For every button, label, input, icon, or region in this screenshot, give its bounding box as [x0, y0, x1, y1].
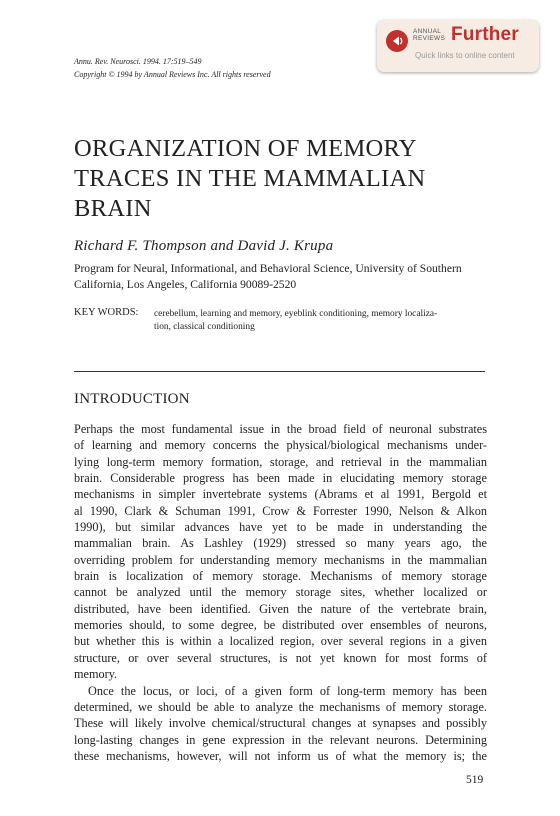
article-title: [74, 134, 494, 224]
annual-reviews-logo-icon: [386, 30, 408, 52]
section-divider: [74, 371, 485, 372]
body-line: structure, or over several structures, is not yet known for most forms of: [74, 650, 487, 665]
title-line: TRACES IN THE MAMMALIAN: [74, 165, 426, 192]
section-heading: INTRODUCTION: [74, 391, 190, 407]
body-line: overriding problem for understanding memory mechanisms in the mammalian: [74, 552, 487, 567]
page-number: 519: [466, 774, 484, 786]
body-line: long-lasting changes in gene expression in the relevant neurons. Determining: [74, 732, 487, 747]
body-line: these mechanisms, however, will not inform us of what the memory is; the: [74, 748, 487, 763]
author-affiliation: [74, 261, 462, 292]
body-line: brain. Considerable progress has been made in elucidating memory storage: [74, 471, 487, 486]
body-line: These will likely involve chemical/structural changes at synapses and possibly: [74, 716, 487, 731]
body-line: memories should, to some degree, be distributed over ensembles of neurons,: [74, 618, 487, 633]
body-line: brain is localization of memory storage. Mechanisms of memory storage: [74, 569, 487, 584]
badge-further-title[interactable]: Further: [451, 24, 519, 45]
citation-copyright: Copyright © 1994 by Annual Reviews Inc. All rights reserved: [74, 70, 271, 79]
body-line: mechanisms in simpler invertebrate systems (Abrams et al 1991, Bergold et: [74, 487, 487, 502]
body-line: 1990), but similar advances have yet to be made in understanding the: [74, 520, 487, 535]
keywords-list: [154, 308, 489, 334]
body-line: determined, we should be able to analyze the mechanisms of memory storage.: [74, 699, 487, 714]
body-text: [74, 421, 487, 764]
badge-quick-links[interactable]: Quick links to online content: [415, 51, 515, 60]
affiliation-line: Program for Neural, Informational, and Behavioral Science, University of Southern: [74, 262, 462, 275]
body-line: Once the locus, or loci, of a given form of long-term memory has been: [88, 683, 487, 698]
body-line: distributed, have been identified. Given the nature of the vertebrate brain,: [74, 601, 487, 616]
article-authors: Richard F. Thompson and David J. Krupa: [74, 238, 334, 254]
title-line: ORGANIZATION OF MEMORY: [74, 135, 417, 162]
citation-journal: Annu. Rev. Neurosci. 1994. 17:519–549: [74, 57, 202, 66]
body-line: mammalian brain. As Lashley (1929) stressed so many years ago, the: [74, 536, 487, 551]
body-line: lying long-term memory formation, storage, and retrieval in the mammalian: [74, 454, 487, 469]
body-line: cannot be analyzed until the memory storage sites, whether localized or: [74, 585, 487, 600]
affiliation-line: California, Los Angeles, California 90089-2520: [74, 277, 297, 291]
keywords-label: KEY WORDS:: [74, 307, 139, 318]
body-line: Perhaps the most fundamental issue in the broad field of neuronal substrates: [74, 422, 487, 436]
annual-reviews-further-badge[interactable]: [377, 20, 539, 72]
keywords-line: cerebellum, learning and memory, eyeblink conditioning, memory localiza-: [154, 309, 438, 319]
body-line: memory.: [74, 667, 118, 682]
body-line: but whether this is within a localized region, over several regions in a given: [74, 634, 487, 649]
body-line: al 1990, Clark & Schuman 1991, Crow & Forrester 1990, Nelson & Alkon: [74, 503, 487, 518]
keywords-line: tion, classical conditioning: [154, 322, 255, 332]
body-line: of learning and memory concerns the physical/biological mechanisms under-: [74, 438, 487, 453]
badge-publisher-label: ANNUAL REVIEWS: [413, 28, 446, 42]
title-line: BRAIN: [74, 195, 152, 222]
